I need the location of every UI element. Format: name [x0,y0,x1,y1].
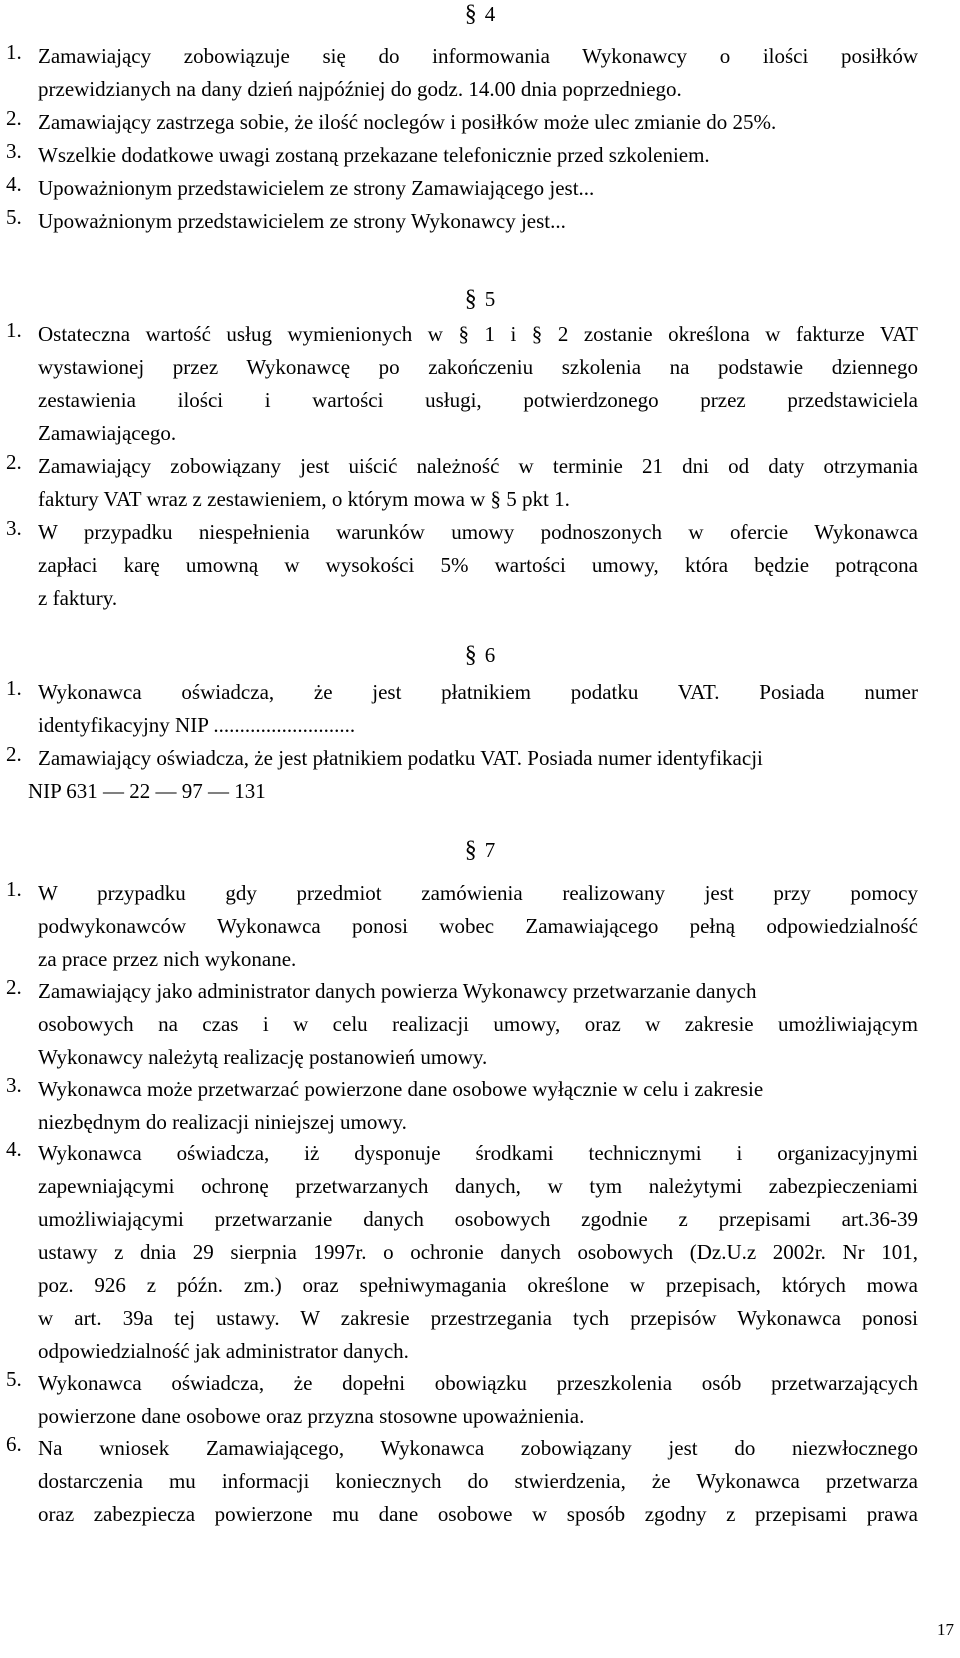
item-number: 1. [6,318,22,342]
item-line: Wykonawcy należytą realizację postanowień umowy. [38,1045,488,1069]
section-number: 4 [484,2,496,26]
item-line: Zamawiający oświadcza, że jest płatnikiem podatku VAT. Posiada numer identyfikacji [38,746,763,770]
item-line: umożliwiającymi przetwarzanie danych osobowych zgodnie z przepisami art.36-39 [38,1207,918,1231]
item-number: 2. [6,450,22,474]
item-line: Upoważnionym przedstawicielem ze strony Zamawiającego jest... [38,176,595,200]
item-line: Zamawiający zobowiązany jest uiścić należność w terminie 21 dni od daty otrzymania [38,454,918,478]
item-line: Zamawiający zobowiązuje się do informowania Wykonawcy o ilości posiłków [38,44,918,68]
item-number: 1. [6,40,22,64]
item-line: podwykonawców Wykonawca ponosi wobec Zamawiającego pełną odpowiedzialność [38,914,918,938]
item-line: faktury VAT wraz z zestawieniem, o którym mowa w § 5 pkt 1. [38,487,570,511]
section-number: 7 [484,838,496,862]
item-number: 4. [6,1137,22,1161]
item-number: 2. [6,106,22,130]
item-line: ustawy z dnia 29 sierpnia 1997r. o ochronie danych osobowych (Dz.U.z 2002r. Nr 101, [38,1240,918,1264]
item-number: 3. [6,1073,22,1097]
item-line: za prace przez nich wykonane. [38,947,297,971]
section-symbol: § [464,642,477,668]
item-line: Ostateczna wartość usług wymienionych w § 1 i § 2 zostanie określona w fakturze VAT [38,322,918,346]
section-symbol: § [464,286,477,312]
item-line: NIP 631 — 22 — 97 — 131 [28,779,266,803]
section-heading-4 [0,2,960,26]
item-line: z faktury. [38,586,118,610]
item-line: powierzone dane osobowe oraz przyzna stosowne upoważnienia. [38,1404,585,1428]
section-heading-5 [0,287,960,311]
item-line: Wykonawca oświadcza, że jest płatnikiem podatku VAT. Posiada numer [38,680,918,704]
item-number: 5. [6,1367,22,1391]
item-line: Wszelkie dodatkowe uwagi zostaną przekazane telefonicznie przed szkoleniem. [38,143,710,167]
item-number: 3. [6,516,22,540]
item-line: oraz zabezpiecza powierzone mu dane osobowe w sposób zgodny z przepisami prawa [38,1502,918,1526]
item-line: zestawienia ilości i wartości usługi, potwierdzonego przez przedstawiciela [38,388,918,412]
item-line: w art. 39a tej ustawy. W zakresie przestrzegania tych przepisów Wykonawca ponosi [38,1306,918,1330]
item-number: 6. [6,1432,22,1456]
item-line: odpowiedzialność jak administrator danych. [38,1339,409,1363]
item-line: zapewniającymi ochronę przetwarzanych danych, w tym należytymi zabezpieczeniami [38,1174,918,1198]
item-number: 1. [6,877,22,901]
item-line: przewidzianych na dany dzień najpóźniej do godz. 14.00 dnia poprzedniego. [38,77,682,101]
item-line: osobowych na czas i w celu realizacji umowy, oraz w zakresie umożliwiającym [38,1012,918,1036]
page-number: 17 [937,1620,954,1639]
item-line: identyfikacyjny NIP ........................... [38,713,356,737]
item-number: 2. [6,975,22,999]
item-line: Wykonawca oświadcza, iż dysponuje środkami technicznymi i organizacyjnymi [38,1141,918,1165]
item-number: 1. [6,676,22,700]
item-line: Zamawiający zastrzega sobie, że ilość noclegów i posiłków może ulec zmianie do 25%. [38,110,777,134]
item-line: Na wniosek Zamawiającego, Wykonawca zobowiązany jest do niezwłocznego [38,1436,918,1460]
item-line: Zamawiający jako administrator danych powierza Wykonawcy przetwarzanie danych [38,979,757,1003]
item-line: zapłaci karę umowną w wysokości 5% wartości umowy, która będzie potrącona [38,553,918,577]
section-symbol: § [464,1,477,27]
item-line: Upoważnionym przedstawicielem ze strony Wykonawcy jest... [38,209,566,233]
item-line: W przypadku niespełnienia warunków umowy podnoszonych w ofercie Wykonawca [38,520,918,544]
item-number: 5. [6,205,22,229]
item-line: niezbędnym do realizacji niniejszej umowy. [38,1110,407,1134]
item-line: Wykonawca oświadcza, że dopełni obowiązku przeszkolenia osób przetwarzających [38,1371,918,1395]
item-line: Zamawiającego. [38,421,177,445]
section-symbol: § [464,837,477,863]
item-line: wystawionej przez Wykonawcę po zakończeniu szkolenia na podstawie dziennego [38,355,918,379]
item-number: 2. [6,742,22,766]
item-line: W przypadku gdy przedmiot zamówienia realizowany jest przy pomocy [38,881,918,905]
item-number: 4. [6,172,22,196]
section-number: 5 [484,287,496,311]
item-line: dostarczenia mu informacji koniecznych do stwierdzenia, że Wykonawca przetwarza [38,1469,918,1493]
section-heading-7 [0,838,960,862]
section-number: 6 [484,643,496,667]
item-number: 3. [6,139,22,163]
section-heading-6 [0,643,960,667]
item-line: Wykonawca może przetwarzać powierzone dane osobowe wyłącznie w celu i zakresie [38,1077,764,1101]
item-line: poz. 926 z późn. zm.) oraz spełniwymagania określone w przepisach, których mowa [38,1273,918,1297]
